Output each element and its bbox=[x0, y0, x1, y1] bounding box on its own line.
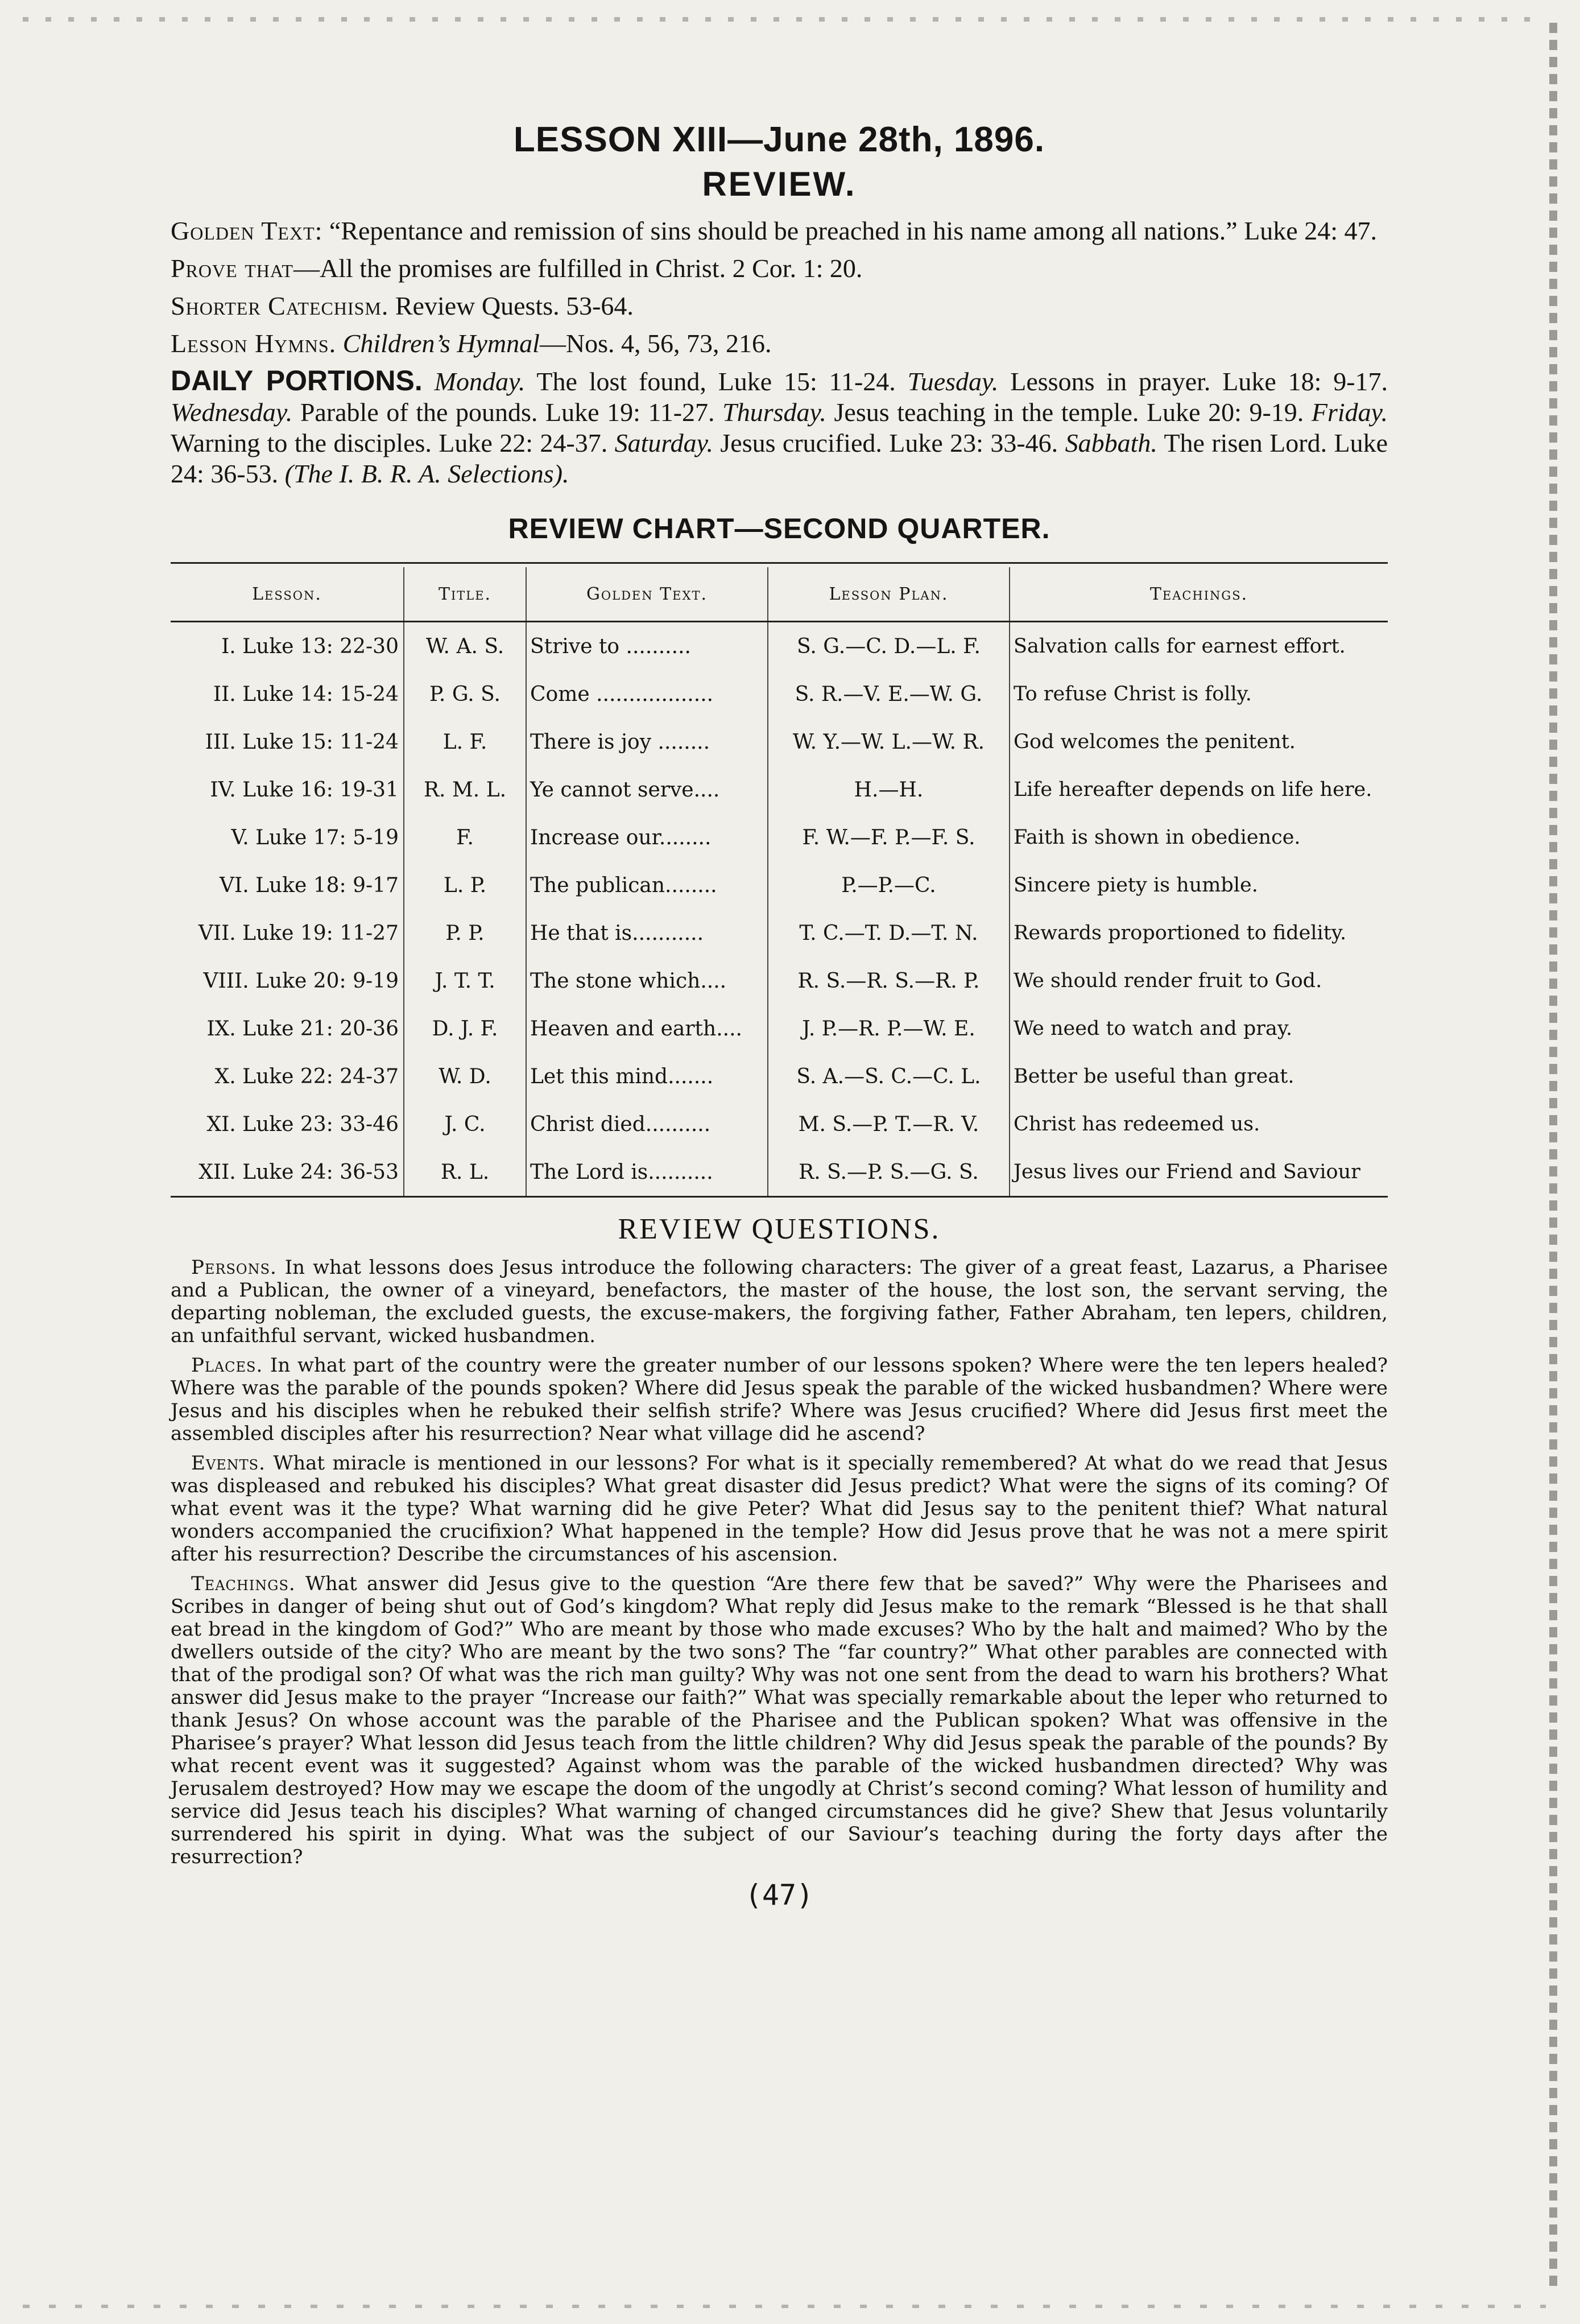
prove-that-label: Prove that bbox=[171, 254, 293, 283]
lesson-plan-cell: J. P.—R. P.—W. E. bbox=[768, 1005, 1010, 1052]
golden-text-cell: Ye cannot serve.... bbox=[526, 766, 768, 814]
title-cell: J. T. T. bbox=[404, 957, 526, 1005]
title-cell: L. F. bbox=[404, 718, 526, 766]
lesson-plan-cell: T. C.—T. D.—T. N. bbox=[768, 909, 1010, 957]
table-row bbox=[171, 814, 1388, 861]
page-number: (47) bbox=[744, 1879, 814, 1912]
lesson-cell: XI. Luke 23: 33-46 bbox=[206, 1112, 399, 1136]
table-row bbox=[171, 1052, 1388, 1100]
lesson-cell: VII. Luke 19: 11-27 bbox=[198, 921, 399, 945]
section-text: In what lessons does Jesus introduce the following characters: The giver of a great feast, Lazarus, a Pharisee and a Publican, the owner of a vineyard, benefactors, the master of the house, the lost son, the servant serving, the departing nobleman, the excluded guests, the excuse-makers, the forgiving father, Father Abraham, ten lepers, children, an unfaithful servant, wicked husbandmen. bbox=[171, 1256, 1388, 1347]
day-label: Monday. bbox=[434, 367, 526, 396]
title-cell: J. C. bbox=[404, 1100, 526, 1148]
lesson-plan-cell: S. G.—C. D.—L. F. bbox=[768, 622, 1010, 671]
questions-persons bbox=[171, 1256, 1388, 1347]
lesson-cell: VIII. Luke 20: 9-19 bbox=[203, 969, 399, 993]
prove-that bbox=[171, 253, 1388, 284]
golden-text-cell: Heaven and earth.... bbox=[526, 1005, 768, 1052]
table-row bbox=[171, 861, 1388, 909]
teachings-cell: Christ has redeemed us. bbox=[1010, 1100, 1388, 1148]
day-label: Tuesday. bbox=[907, 367, 999, 396]
title-cell: R. M. L. bbox=[404, 766, 526, 814]
lesson-cell: IX. Luke 21: 20-36 bbox=[206, 1017, 399, 1041]
day-reading: The lost found, Luke 15: 11-24. bbox=[536, 367, 896, 396]
shorter-catechism-label: Shorter Catechism. bbox=[171, 291, 389, 320]
teachings-cell: Salvation calls for earnest effort. bbox=[1010, 622, 1388, 671]
day-reading: Lessons in prayer. Luke 18: 9-17. bbox=[1010, 367, 1388, 396]
teachings-cell: God welcomes the penitent. bbox=[1010, 718, 1388, 766]
scan-noise-right bbox=[1549, 23, 1557, 2287]
chart-top-rule bbox=[171, 562, 1388, 564]
title-cell: P. G. S. bbox=[404, 670, 526, 718]
teachings-cell: To refuse Christ is folly. bbox=[1010, 670, 1388, 718]
questions-places bbox=[171, 1354, 1388, 1445]
table-row bbox=[171, 1100, 1388, 1148]
table-row bbox=[171, 670, 1388, 718]
section-text: What answer did Jesus give to the question “Are there few that be saved?” Why were the Pharisees and Scribes in danger of being shut out of God’s kingdom? What reply did Jesus make to the remark “Blessed is he that shall eat bread in the kingdom of God?” Who are meant by those who made excuses? Who by the halt and maimed? Who by the dwellers outside of the city? Who are meant by the two sons? The “far country?” What other parables are connected with that of the prodigal son? Of what was the rich man guilty? Why was not one sent from the dead to warn his brothers? What answer did Jesus make to the prayer “Increase our faith?” What was specially remarkable about the leper who returned to thank Jesus? On whose account was the parable of the Pharisee and the Publican spoken? What was offensive in the Pharisee’s prayer? What lesson did Jesus teach from the little children? Why did Jesus speak the parable of the pounds? By what recent event was it suggested? Against whom was the parable of the wicked husbandmen directed? Why was Jerusalem destroyed? How may we escape the doom of the ungodly at Christ’s second coming? What lesson of humility and service did Jesus teach his disciples? What warning of changed circumstances did he give? Shew that Jesus voluntarily surrendered his spirit in dying. What was the subject of our Saviour’s teaching during the forty days after the resurrection? bbox=[171, 1572, 1388, 1868]
lesson-hymns-label: Lesson Hymns. bbox=[171, 329, 337, 358]
day-reading: Parable of the pounds. Luke 19: 11-27. bbox=[300, 398, 715, 427]
golden-text-cell: Let this mind....... bbox=[526, 1052, 768, 1100]
golden-text-cell: Strive to .......... bbox=[526, 622, 768, 671]
title-cell: W. A. S. bbox=[404, 622, 526, 671]
daily-portions bbox=[171, 365, 1388, 489]
lesson-plan-cell: F. W.—F. P.—F. S. bbox=[768, 814, 1010, 861]
lesson-cell: XII. Luke 24: 36-53 bbox=[171, 1148, 404, 1197]
column-header: Teachings. bbox=[1010, 567, 1388, 622]
golden-text-cell: There is joy ........ bbox=[526, 718, 768, 766]
table-row bbox=[171, 909, 1388, 957]
lesson-plan-cell: R. S.—R. S.—R. P. bbox=[768, 957, 1010, 1005]
section-label: Persons. bbox=[191, 1256, 277, 1279]
day-reading: The risen Lord. Luke 24: 36-53. bbox=[171, 428, 1388, 488]
teachings-cell: Better be useful than great. bbox=[1010, 1052, 1388, 1100]
review-chart-table bbox=[171, 567, 1388, 1198]
lesson-cell: X. Luke 22: 24-37 bbox=[214, 1064, 399, 1088]
day-label: Thursday. bbox=[722, 398, 826, 427]
section-label: Places. bbox=[191, 1354, 263, 1377]
table-row bbox=[171, 718, 1388, 766]
column-header: Title. bbox=[404, 567, 526, 622]
title-cell: R. L. bbox=[404, 1148, 526, 1197]
day-label: Sabbath. bbox=[1065, 428, 1157, 457]
teachings-cell: Faith is shown in obedience. bbox=[1010, 814, 1388, 861]
golden-text-cell: Christ died.......... bbox=[526, 1100, 768, 1148]
review-questions-title: REVIEW QUESTIONS. bbox=[618, 1213, 941, 1245]
lesson-header: LESSON XIII—June 28th, 1896. bbox=[513, 120, 1045, 159]
lesson-plan-cell: H.—H. bbox=[768, 766, 1010, 814]
table-row bbox=[171, 1148, 1388, 1197]
daily-portions-heading: DAILY PORTIONS. bbox=[171, 365, 423, 397]
lesson-cell: IV. Luke 16: 19-31 bbox=[210, 778, 399, 802]
day-reading: Jesus crucified. Luke 23: 33-46. bbox=[720, 428, 1058, 457]
day-label: Wednesday. bbox=[171, 398, 293, 427]
lesson-cell: VI. Luke 18: 9-17 bbox=[219, 873, 399, 897]
day-reading: Warning to the disciples. Luke 22: 24-37. bbox=[171, 428, 608, 457]
golden-text bbox=[171, 215, 1388, 247]
golden-text-cell: The publican........ bbox=[526, 861, 768, 909]
golden-text-label: Golden Text: bbox=[171, 216, 323, 245]
lesson-plan-cell: W. Y.—W. L.—W. R. bbox=[768, 718, 1010, 766]
lesson-plan-cell: M. S.—P. T.—R. V. bbox=[768, 1100, 1010, 1148]
column-header: Lesson. bbox=[171, 567, 404, 622]
teachings-cell: We need to watch and pray. bbox=[1010, 1005, 1388, 1052]
golden-text-cell: Increase our........ bbox=[526, 814, 768, 861]
prove-that-body: —All the promises are fulfilled in Christ. 2 Cor. 1: 20. bbox=[293, 254, 863, 283]
teachings-cell: Sincere piety is humble. bbox=[1010, 861, 1388, 909]
lesson-hymns-book: Children’s Hymnal bbox=[342, 329, 540, 358]
title-cell: D. J. F. bbox=[404, 1005, 526, 1052]
column-header: Golden Text. bbox=[526, 567, 768, 622]
day-reading: Jesus teaching in the temple. Luke 20: 9-19. bbox=[834, 398, 1304, 427]
column-header: Lesson Plan. bbox=[768, 567, 1010, 622]
golden-text-cell: The stone which.... bbox=[526, 957, 768, 1005]
shorter-catechism-body: Review Quests. 53-64. bbox=[395, 291, 634, 320]
lesson-cell: I. Luke 13: 22-30 bbox=[221, 634, 399, 658]
lesson-plan-cell: S. A.—S. C.—C. L. bbox=[768, 1052, 1010, 1100]
section-label: Teachings. bbox=[191, 1572, 296, 1595]
table-header-row bbox=[171, 567, 1388, 622]
table-row bbox=[171, 957, 1388, 1005]
scan-noise-top bbox=[23, 17, 1546, 22]
title-cell: F. bbox=[404, 814, 526, 861]
lesson-plan-cell: S. R.—V. E.—W. G. bbox=[768, 670, 1010, 718]
table-row bbox=[171, 766, 1388, 814]
shorter-catechism bbox=[171, 290, 1388, 322]
golden-text-body: “Repentance and remission of sins should be preached in his name among all nations.” Luke 24: 47. bbox=[329, 216, 1377, 245]
lesson-cell: V. Luke 17: 5-19 bbox=[231, 825, 399, 849]
lesson-hymns-body: —Nos. 4, 56, 73, 216. bbox=[539, 329, 772, 358]
review-chart-title: REVIEW CHART—SECOND QUARTER. bbox=[508, 513, 1050, 544]
lesson-cell: II. Luke 14: 15-24 bbox=[213, 682, 399, 706]
teachings-cell: Jesus lives our Friend and Saviour bbox=[1010, 1148, 1388, 1197]
questions-events bbox=[171, 1452, 1388, 1566]
golden-text-cell: The Lord is.......... bbox=[526, 1148, 768, 1197]
section-text: What miracle is mentioned in our lessons? For what is it specially remembered? At what do we read that Jesus was displeased and rebuked his disciples? What great disaster did Jesus predict? What were the signs of its coming? Of what event was it the type? What warning did he give Peter? What did Jesus say to the penitent thief? What natural wonders accompanied the crucifixion? What happened in the temple? How did Jesus prove that he was not a mere spirit after his resurrection? Describe the circumstances of his ascension. bbox=[171, 1452, 1388, 1566]
teachings-cell: Life hereafter depends on life here. bbox=[1010, 766, 1388, 814]
day-label: Friday. bbox=[1311, 398, 1388, 427]
title-cell: P. P. bbox=[404, 909, 526, 957]
lesson-plan-cell: P.—P.—C. bbox=[768, 861, 1010, 909]
table-row bbox=[171, 1005, 1388, 1052]
title-cell: L. P. bbox=[404, 861, 526, 909]
lesson-hymns bbox=[171, 328, 1388, 360]
teachings-cell: Rewards proportioned to fidelity. bbox=[1010, 909, 1388, 957]
lesson-cell: III. Luke 15: 11-24 bbox=[205, 730, 399, 754]
golden-text-cell: Come .................. bbox=[526, 670, 768, 718]
title-cell: W. D. bbox=[404, 1052, 526, 1100]
review-heading: REVIEW. bbox=[702, 165, 857, 203]
lesson-plan-cell: R. S.—P. S.—G. S. bbox=[768, 1148, 1010, 1197]
questions-teachings bbox=[171, 1572, 1388, 1868]
scan-noise-bottom bbox=[23, 2305, 1546, 2308]
golden-text-cell: He that is........... bbox=[526, 909, 768, 957]
section-label: Events. bbox=[191, 1452, 266, 1475]
table-row bbox=[171, 622, 1388, 671]
page-content bbox=[171, 119, 1388, 1912]
teachings-cell: We should render fruit to God. bbox=[1010, 957, 1388, 1005]
daily-portions-credit: (The I. B. R. A. Selections). bbox=[284, 459, 569, 488]
day-label: Saturday. bbox=[614, 428, 713, 457]
section-text: In what part of the country were the greater number of our lessons spoken? Where were the ten lepers healed? Where was the parable of the pounds spoken? Where did Jesus speak the parable of the wicked husbandmen? Where were Jesus and his disciples when he rebuked their selfish strife? Where was Jesus crucified? Where did Jesus first meet the assembled disciples after his resurrection? Near what village did he ascend? bbox=[171, 1354, 1388, 1445]
